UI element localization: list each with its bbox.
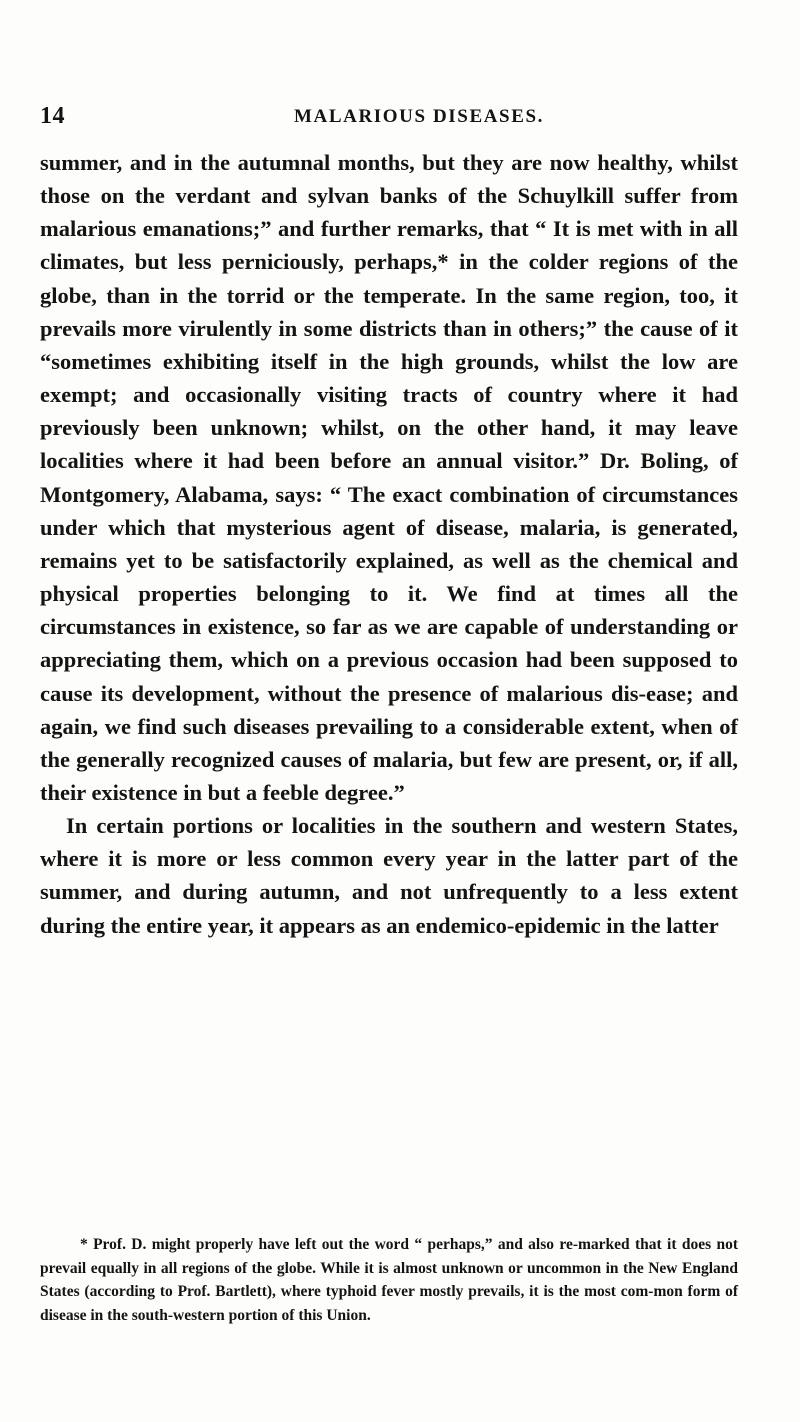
page-header [40, 103, 740, 133]
body-text [40, 146, 738, 942]
footnote: * Prof. D. might properly have left out the word “ perhaps,” and also re-marked that it does not prevail equally in all regions of the globe. While it is almost unknown or uncommon in the New England States (according to Prof. Bartlett), where typhoid fever mostly prevails, it is the most com-mon form of disease in the south-western portion of this Union. [40, 1236, 738, 1324]
paragraph: summer, and in the autumnal months, but they are now healthy, whilst those on the verdant and sylvan banks of the Schuylkill suffer from malarious emanations;” and further remarks, that “ It is met with in all climates, but less perniciously, perhaps,* in the colder regions of the globe, than in the torrid or the temperate. In the same region, too, it prevails more virulently in some districts than in others;” the cause of it “sometimes exhibiting itself in the high grounds, whilst the low are exempt; and occasionally visiting tracts of country where it had previously been unknown; whilst, on the other hand, it may leave localities where it had been before an annual visitor.” Dr. Boling, of Montgomery, Alabama, says: “ The exact combination of circumstances under which that mysterious agent of disease, malaria, is generated, remains yet to be satisfactorily explained, as well as the chemical and physical properties belonging to it. We find at times all the circumstances in existence, so far as we are capable of understanding or appreciating them, which on a previous occasion had been supposed to cause its development, without the presence of malarious dis-ease; and again, we find such diseases prevailing to a considerable extent, when of the generally recognized causes of malaria, but few are present, or, if all, their existence in but a feeble degree.” [40, 150, 738, 805]
page-number: 14 [40, 103, 65, 129]
running-head: MALARIOUS DISEASES. [294, 106, 545, 127]
paragraph: In certain portions or localities in the southern and western States, where it is more or less common every year in the latter part of the summer, and during autumn, and not unfrequently to a less extent during the entire year, it appears as an endemico-epidemic in the latter [40, 813, 738, 938]
